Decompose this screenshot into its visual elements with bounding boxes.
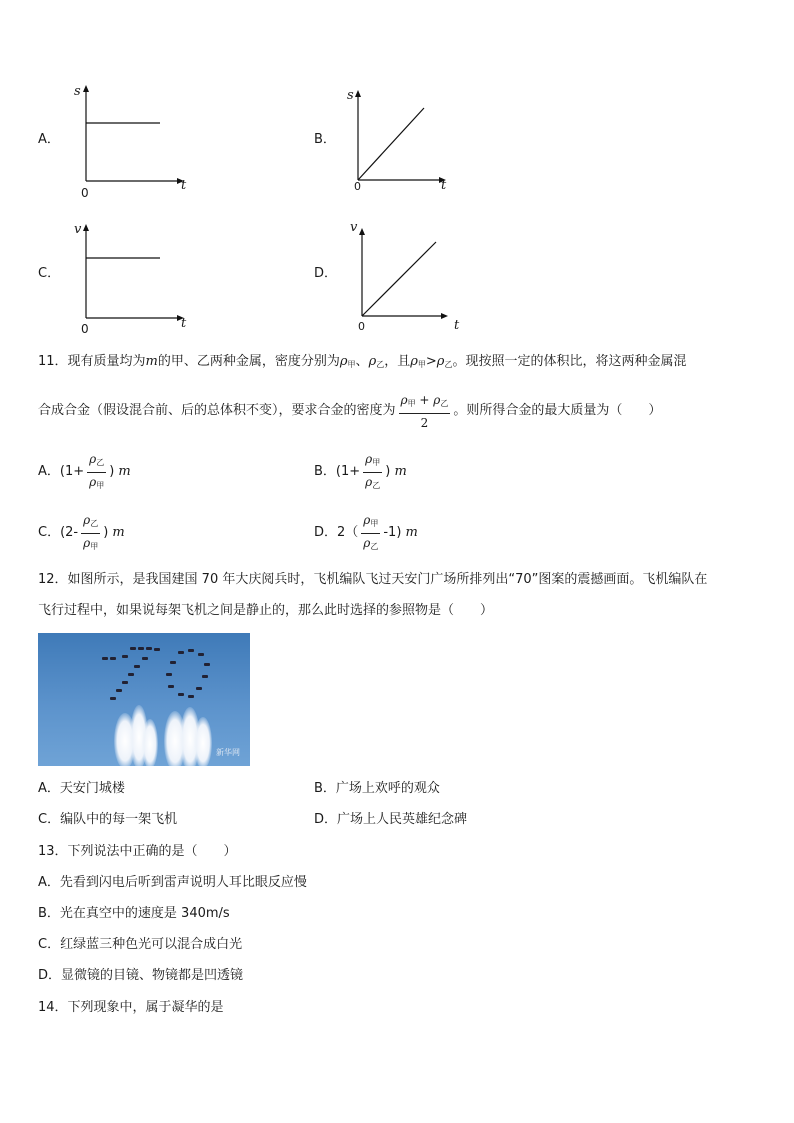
- plane: [128, 673, 134, 676]
- q11-opt-c-num-sub: 乙: [90, 518, 99, 528]
- q11-opt-b-den-rho: ρ: [365, 474, 373, 489]
- q11-opt-c-pre: C．(2-: [38, 525, 79, 540]
- q11-text-qie: ，且: [384, 354, 411, 369]
- q11-opt-b-post: ): [385, 464, 391, 479]
- plane: [116, 689, 122, 692]
- q11-opt-c-post: ): [103, 525, 109, 540]
- q11-opt-b-pre: B．(1+: [314, 464, 361, 479]
- graph-d-curve: [362, 242, 436, 316]
- q11-stem-line2: [38, 392, 661, 430]
- graph-b-curve: [358, 108, 424, 180]
- plane: [110, 697, 116, 700]
- q12-option-c: C．编队中的每一架飞机: [38, 812, 178, 827]
- plane: [110, 657, 116, 660]
- q11-sub-yi-2: 乙: [444, 360, 453, 369]
- plane: [204, 663, 210, 666]
- q11-density-fraction: [399, 392, 451, 431]
- q11-comma: 、: [355, 354, 369, 369]
- graph-option-b-label: B．: [314, 132, 336, 147]
- photo-watermark: 新华网: [216, 748, 240, 757]
- plane: [202, 675, 208, 678]
- graph-d-origin: 0: [358, 320, 365, 333]
- plane: [188, 649, 194, 652]
- plane: [188, 695, 194, 698]
- graph-option-a-label: A．: [38, 132, 60, 147]
- q11-option-c: [38, 513, 125, 553]
- q11-opt-d-num-sub: 甲: [370, 518, 379, 528]
- q11-opt-d-den-rho: ρ: [363, 535, 371, 550]
- q11-opt-c-den-rho: ρ: [83, 535, 91, 550]
- plane: [146, 647, 152, 650]
- plane: [142, 657, 148, 660]
- q11-opt-b-num-rho: ρ: [365, 451, 373, 466]
- q11-option-d: [314, 513, 418, 553]
- plane: [122, 655, 128, 658]
- q11-rho-3: ρ: [410, 354, 418, 369]
- q13-option-d: D．显微镜的目镜、物镜都是凹透镜: [38, 968, 244, 983]
- q11-option-b: [314, 452, 407, 492]
- q13-option-b: B．光在真空中的速度是 340m/s: [38, 906, 230, 921]
- q11-opt-c-fraction: [81, 512, 100, 555]
- q11-text-b: 的甲、乙两种金属，密度分别为: [157, 354, 340, 369]
- q11-rho-2: ρ: [368, 354, 377, 369]
- q13-option-a: A．先看到闪电后听到雷声说明人耳比眼反应慢: [38, 875, 307, 890]
- graph-c-y-label: v: [74, 222, 82, 237]
- q11-opt-b-fraction: [363, 451, 382, 494]
- graph-a-y-label: s: [74, 84, 81, 99]
- q12-stem-line2: 飞行过程中，如果说每架飞机之间是静止的，那么此时选择的参照物是（ ）: [38, 603, 494, 618]
- graph-b-x-label: t: [441, 178, 447, 193]
- graph-option-d-label: D．: [314, 266, 338, 281]
- q11-text-c: 。现按照一定的体积比，将这两种金属混: [452, 354, 687, 369]
- q11-sub-yi-1: 乙: [376, 360, 385, 369]
- q11-rho-4: ρ: [436, 354, 445, 369]
- q11-text-a: 11．现有质量均为: [38, 354, 146, 369]
- smoke-plume: [194, 717, 212, 766]
- q11-frac-denominator: 2: [420, 415, 429, 430]
- q11-opt-b-den-sub: 乙: [372, 480, 381, 490]
- plane: [178, 693, 184, 696]
- q11-opt-c-m: m: [112, 525, 125, 540]
- q11-opt-b-num-sub: 甲: [372, 457, 381, 467]
- q11-opt-d-post: -1): [383, 525, 402, 540]
- q11-frac-rho-2: ρ: [433, 392, 441, 407]
- q11-frac-rho-1: ρ: [400, 392, 408, 407]
- graph-c-origin: 0: [81, 322, 89, 336]
- plane: [138, 647, 144, 650]
- plane: [178, 651, 184, 654]
- graph-c-x-label: t: [181, 316, 187, 331]
- graph-d-y-label: v: [350, 220, 358, 235]
- plane: [134, 665, 140, 668]
- graph-option-c-label: C．: [38, 266, 61, 281]
- q11-opt-d-pre: D．2（: [314, 525, 359, 540]
- q11-opt-a-m: m: [118, 464, 131, 479]
- plane: [166, 673, 172, 676]
- flyover-photo: [38, 633, 250, 766]
- q11-opt-c-num-rho: ρ: [83, 512, 91, 527]
- q11-opt-a-fraction: [87, 451, 106, 494]
- q12-option-b: B．广场上欢呼的观众: [314, 781, 440, 796]
- q12-stem-line1: 12．如图所示，是我国建国 70 年大庆阅兵时，飞机编队飞过天安门广场所排列出“70”图案的震撼画面。飞机编队在: [38, 572, 708, 587]
- plane: [168, 685, 174, 688]
- q13-option-c: C．红绿蓝三种色光可以混合成白光: [38, 937, 243, 952]
- q11-opt-b-m: m: [394, 464, 407, 479]
- q11-opt-d-fraction: [361, 512, 380, 555]
- plane: [170, 661, 176, 664]
- q14-stem: 14．下列现象中，属于凝华的是: [38, 1000, 224, 1015]
- q12-option-d: D．广场上人民英雄纪念碑: [314, 812, 468, 827]
- q11-gt: >: [425, 354, 437, 369]
- q11-mass-symbol: m: [145, 354, 158, 369]
- plane: [198, 653, 204, 656]
- q11-sub-jia-2: 甲: [417, 360, 426, 369]
- q11-opt-a-pre: A．(1+: [38, 464, 85, 479]
- q11-opt-d-num-rho: ρ: [363, 512, 371, 527]
- plane: [154, 648, 160, 651]
- q11-frac-sub-jia: 甲: [407, 398, 416, 408]
- graph-a-origin: 0: [81, 186, 89, 200]
- q11-option-a: [38, 452, 131, 492]
- q11-frac-sub-yi: 乙: [440, 398, 449, 408]
- plane: [102, 657, 108, 660]
- graph-a-x-label: t: [181, 178, 187, 193]
- q11-stem-line1: [38, 352, 686, 375]
- plane: [122, 681, 128, 684]
- q11-opt-a-num-sub: 乙: [96, 457, 105, 467]
- graph-b-origin: 0: [354, 180, 361, 193]
- q12-option-a: A．天安门城楼: [38, 781, 125, 796]
- q11-opt-a-den-rho: ρ: [89, 474, 97, 489]
- q11-sub-jia-1: 甲: [347, 360, 356, 369]
- q11-opt-a-num-rho: ρ: [89, 451, 97, 466]
- plane: [196, 687, 202, 690]
- q11-text-d: 合成合金（假设混合前、后的总体积不变），要求合金的密度为: [38, 403, 396, 418]
- q13-stem: 13．下列说法中正确的是（ ）: [38, 844, 237, 859]
- graph-d-x-label: t: [454, 318, 460, 333]
- plane: [130, 647, 136, 650]
- graph-b-y-label: s: [347, 88, 354, 103]
- q11-opt-d-den-sub: 乙: [370, 541, 379, 551]
- q11-text-e: 。则所得合金的最大质量为（ ）: [453, 403, 662, 418]
- q11-opt-d-m: m: [405, 525, 418, 540]
- q11-opt-a-post: ): [109, 464, 115, 479]
- q11-frac-plus: +: [419, 392, 430, 407]
- smoke-plume: [142, 719, 158, 766]
- q11-rho-1: ρ: [339, 354, 348, 369]
- q11-opt-c-den-sub: 甲: [90, 541, 99, 551]
- q11-opt-a-den-sub: 甲: [96, 480, 105, 490]
